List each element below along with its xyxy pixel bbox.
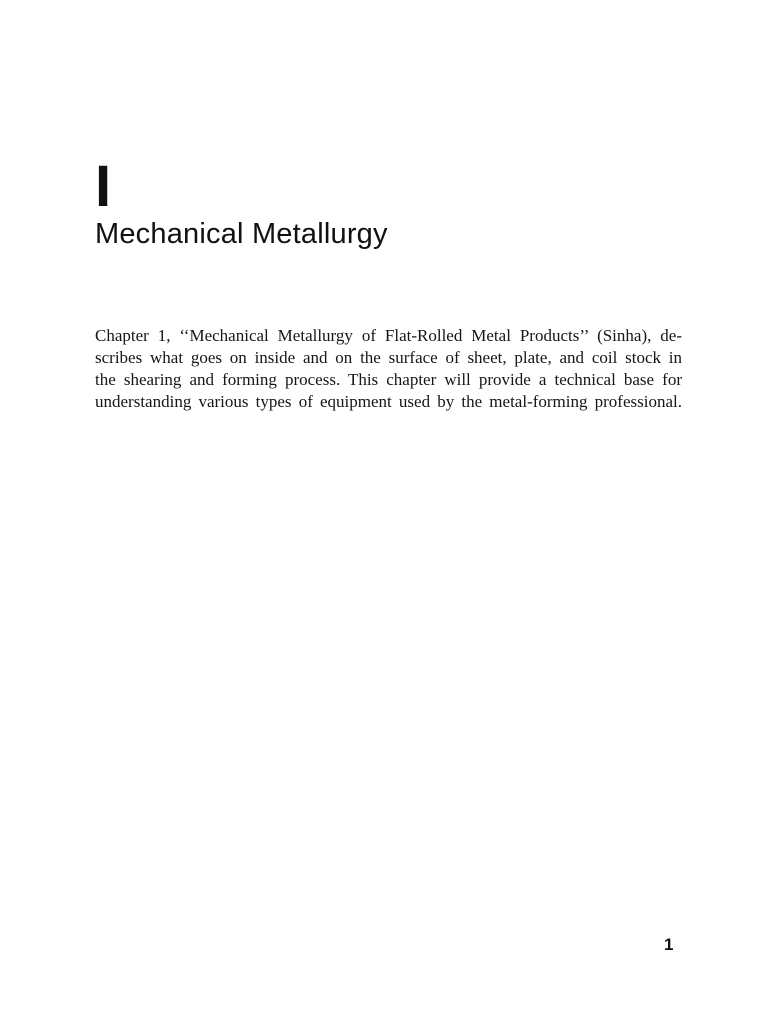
- intro-line: Chapter 1, ‘‘Mechanical Metallurgy of Flat-Rolled Metal Products’’ (Sinha), de-: [95, 326, 682, 345]
- intro-line: scribes what goes on inside and on the surface of sheet, plate, and coil stock in: [95, 348, 682, 367]
- page-number: 1: [664, 935, 674, 954]
- part-numeral: I: [95, 154, 112, 219]
- intro-paragraph: [95, 325, 682, 413]
- intro-line: understanding various types of equipment used by the metal-forming professional.: [95, 392, 682, 411]
- intro-line: the shearing and forming process. This chapter will provide a technical base for: [95, 370, 682, 389]
- part-title: Mechanical Metallurgy: [95, 218, 388, 250]
